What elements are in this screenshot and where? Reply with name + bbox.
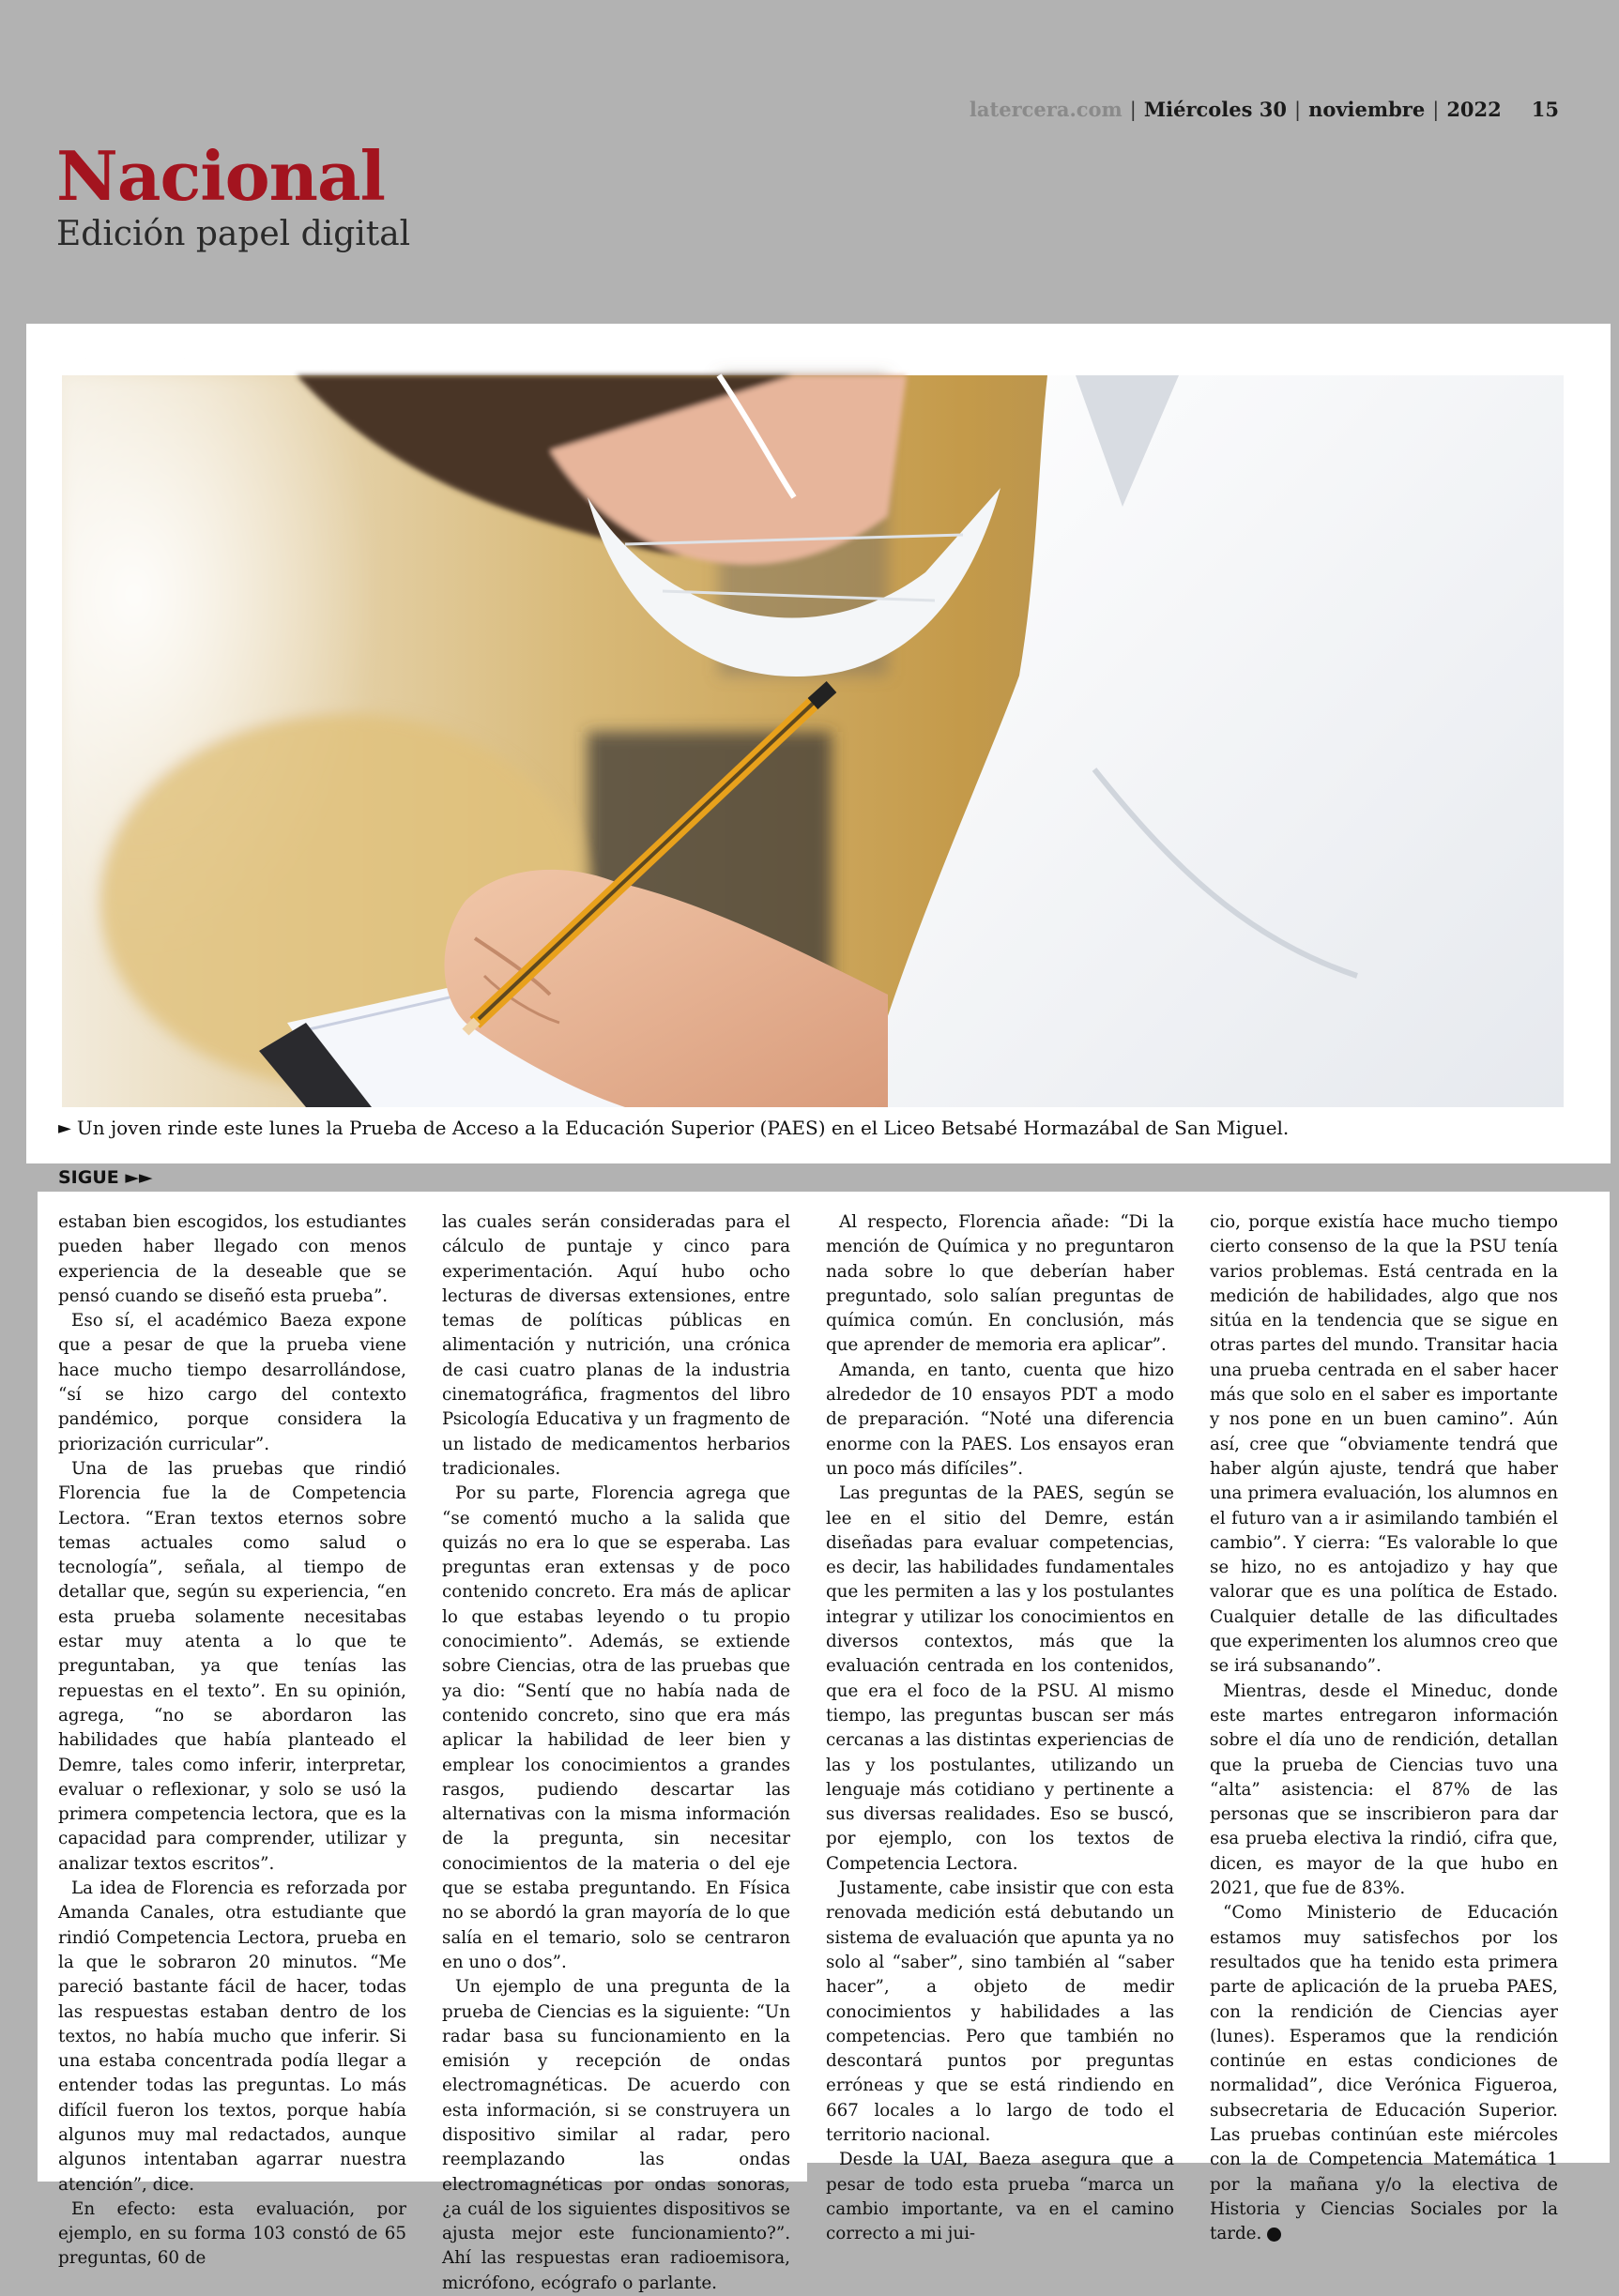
continues-label: SIGUE ►►	[58, 1167, 153, 1188]
article-column-3	[826, 1210, 1174, 2244]
paragraph	[1210, 1901, 1558, 2246]
paragraph: Eso sí, el académico Baeza expone que a pesar de que la prueba viene hace mucho tiempo desarrollándose, “sí se hizo cargo del contexto pandémico, porque considera la priorización curricular”.	[58, 1311, 406, 1454]
page-number: 15	[1531, 98, 1559, 121]
caption-marker-icon: ►	[58, 1118, 71, 1138]
paragraph-text: “Como Ministerio de Educación estamos muy satisfechos por los resultados que ha tenido esta primera parte de aplicación de la prueba PAES, con la rendición de Ciencias ayer (lunes). Esperamos que la rendición continúe en estas condiciones de normalidad”, dice Verónica Figueroa, subsecretaria de Educación Superior. Las pruebas continúan este miércoles con la de Competencia Matemática 1 por la mañana y/o la electiva de Historia y Ciencias Sociales por la tarde.	[1210, 1903, 1558, 2244]
paragraph: estaban bien escogidos, los estudiantes pueden haber llegado con menos experiencia de la deseable que se pensó cuando se diseñó esta prueba”.	[58, 1212, 406, 1306]
photo-card	[26, 324, 1611, 1163]
paragraph: En efecto: esta evaluación, por ejemplo, en su forma 103 constó de 65 preguntas, 60 de	[58, 2198, 406, 2269]
paragraph: cio, porque existía hace mucho tiempo cierto consenso de la que la PSU tenía varios problemas. Está centrada en la medición de habilidades, algo que nos sitúa en la tendencia que se sigue en otras partes del mundo. Transitar hacia una prueba centrada en el saber hacer más que solo en el saber es importante y nos pone en un buen camino”. Aún así, cree que “obviamente tendrá que haber algún ajuste, tendrá que haber una primera evaluación, los alumnos en el futuro van a ir asimilando también el cambio”. Y cierra: “Es valorable lo que se hizo, no es antojadizo y hay que valorar que es una política de Estado. Cualquier detalle de las dificultades que experimenten los alumnos creo que se irá subsanando”.	[1210, 1212, 1558, 1677]
separator: |	[1432, 99, 1440, 121]
student-writing-illustration	[62, 375, 1564, 1107]
end-of-article-icon	[1267, 2228, 1281, 2242]
separator: |	[1294, 99, 1302, 121]
article-column-2	[442, 1210, 790, 2293]
page-header-meta	[970, 98, 1559, 121]
photo-caption	[58, 1117, 1560, 1139]
paragraph: Una de las pruebas que rindió Florencia fue la de Competencia Lectora. “Eran textos eternos sobre temas actuales como salud o tecnología”, señala, al tiempo de detallar que, según su experiencia, “en esta prueba solamente necesitabas estar muy atenta a lo que te preguntaban, ya que tenías las repuestas en el texto”. En su opinión, agrega, “no se abordaron las habilidades que había planteado el Demre, tales como inferir, interpretar, evaluar o reflexionar, y solo se usó la primera competencia lectora, que es la capacidad para comprender, utilizar y analizar textos escritos”.	[58, 1458, 406, 1874]
paragraph: Mientras, desde el Mineduc, donde este martes entregaron información sobre el día uno de rendición, detallan que la prueba de Ciencias tuvo una “alta” asistencia: el 87% de las personas que se inscribieron para dar esa prueba electiva la rindió, cifra que, dicen, es mayor de la que hubo en 2021, que fue de 83%.	[1210, 1680, 1558, 1899]
site-name[interactable]: latercera.com	[969, 98, 1123, 121]
article-column-4	[1210, 1210, 1558, 2244]
header-date-month: noviembre	[1308, 98, 1426, 121]
paragraph: La idea de Florencia es reforzada por Amanda Canales, otra estudiante que rindió Competencia Lectora, prueba en la que le sobraron 20 minutos. “Me pareció bastante fácil de hacer, todas las respuestas estaban dentro de los textos, no había mucho que inferir. Si una estaba concentrada podía llegar a entender todas las preguntas. Lo más difícil fueron los textos, porque había algunos muy mal redactados, aunque algunos intentaban agarrar nuestra atención”, dice.	[58, 1878, 406, 2195]
section-subtitle: Edición papel digital	[56, 215, 411, 253]
paragraph: Un ejemplo de una pregunta de la prueba de Ciencias es la siguiente: “Un radar basa su funcionamiento en la emisión y recepción de ondas electromagnéticas. De acuerdo con esta información, si se construyera un dispositivo similar al radar, pero reemplazando las ondas electromagnéticas por ondas sonoras, ¿a cuál de los siguientes dispositivos se ajusta mejor este funcionamiento?”. Ahí las respuestas eran radioemisora, micrófono, ecógrafo o parlante.	[442, 1977, 790, 2293]
paragraph: las cuales serán consideradas para el cálculo de puntaje y cinco para experimentación. Aquí hubo ocho lecturas de diversas extensiones, entre temas de políticas públicas en alimentación y nutrición, una crónica de casi cuatro planas de la industria cinematográfica, fragmentos del libro Psicología Educativa y un fragmento de un listado de medicamentos herbarios tradicionales.	[442, 1212, 790, 1479]
header-date-day: Miércoles 30	[1143, 98, 1287, 121]
header-date-year: 2022	[1446, 98, 1502, 121]
separator: |	[1129, 99, 1137, 121]
paragraph: Al respecto, Florencia añade: “Di la mención de Química y no preguntaron nada sobre lo que deberían haber preguntado, solo salían preguntas de química común. En conclusión, más que aprender de memoria era aplicar”.	[826, 1212, 1174, 1356]
article-body	[58, 1210, 1562, 2293]
caption-text: Un joven rinde este lunes la Prueba de Acceso a la Educación Superior (PAES) en el Liceo Betsabé Hormazábal de San Miguel.	[76, 1117, 1290, 1139]
article-photo	[62, 375, 1564, 1107]
paragraph: Por su parte, Florencia agrega que “se comentó mucho a la salida que quizás no era lo que se esperaba. Las preguntas eran extensas y de poco contenido concreto. Era más de aplicar lo que estabas leyendo o tu propio conocimiento”. Además, se extiende sobre Ciencias, otra de las pruebas que ya dio: “Sentí que no había nada de contenido concreto, sino que era más aplicar la habilidad de leer bien y emplear los conocimientos a grandes rasgos, pudiendo descartar las alternativas con la misma información de la pregunta, sin necesitar conocimientos de la materia o del eje que se estaba preguntando. En Física no se abordó la gran mayoría de lo que salía en el temario, solo se centraron en uno o dos”.	[442, 1483, 790, 1972]
section-title: Nacional	[56, 136, 386, 216]
paragraph: Desde la UAI, Baeza asegura que a pesar de todo esta prueba “marca un cambio importante, va en el camino correcto a mi jui-	[826, 2150, 1174, 2244]
paragraph: Justamente, cabe insistir que con esta renovada medición está debutando un sistema de evaluación que apunta ya no solo al “saber”, sino también al “saber hacer”, a objeto de medir conocimientos y habilidades a las competencias. Pero que también no descontará puntos por preguntas erróneas y que se está rindiendo en 667 locales a lo largo de todo el territorio nacional.	[826, 1878, 1174, 2145]
article-column-1	[58, 1210, 406, 2269]
paragraph: Las preguntas de la PAES, según se lee en el sitio del Demre, están diseñadas para evaluar competencias, es decir, las habilidades fundamentales que les permiten a las y los postulantes integrar y utilizar los conocimientos en diversos contextos, más que la evaluación centrada en los contenidos, que era el foco de la PSU. Al mismo tiempo, las preguntas buscan ser más cercanas a las distintas experiencias de las y los postulantes, utilizando un lenguaje más cotidiano y pertinente a sus diversas realidades. Eso se buscó, por ejemplo, con los textos de Competencia Lectora.	[826, 1483, 1174, 1874]
paragraph: Amanda, en tanto, cuenta que hizo alrededor de 10 ensayos PDT a modo de preparación. “Noté una diferencia enorme con la PAES. Los ensayos eran un poco más difíciles”.	[826, 1360, 1174, 1479]
